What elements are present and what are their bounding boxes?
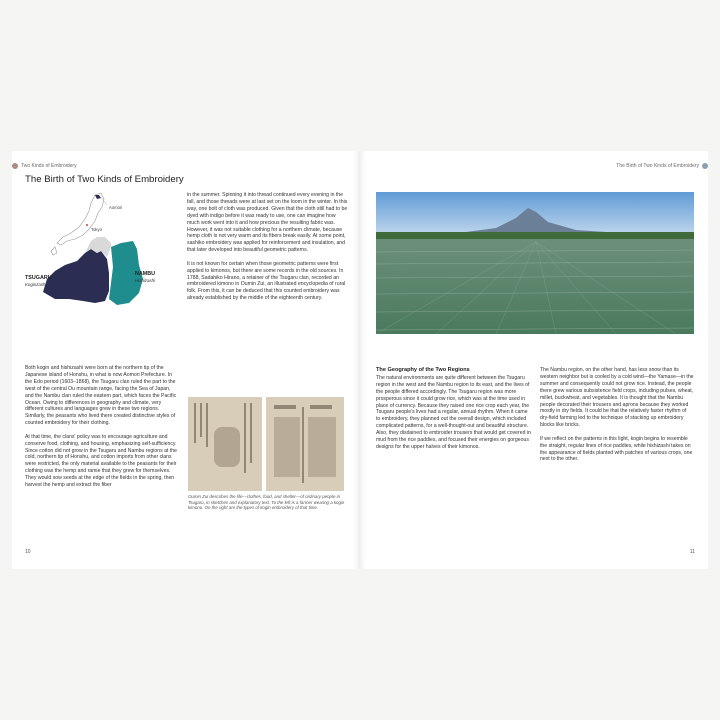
- left-page: [12, 151, 360, 569]
- left-column-1: [25, 365, 180, 496]
- paragraph: It is not known for certain when those geometric patterns were first applied to kimonos, but there are some records in the old sources. In 1788, Sadahiko Hirano, a retainer of the Tsugaru clan, recorded an embroidered kimono in Oumin Zui, an illustrated encyclopedia of rural folk. From this, it can be deduced that this counted embroidery was already established by the middle of the eighteenth century.: [187, 260, 346, 302]
- chapter-badge-icon: [702, 163, 708, 169]
- running-head-left: [12, 163, 77, 169]
- kyushu-outline: [51, 247, 57, 255]
- right-column-2: [540, 367, 696, 470]
- map-label-nambu: NAMBU: [135, 271, 156, 277]
- chapter-title: The Birth of Two Kinds of Embroidery: [25, 174, 184, 185]
- oumin-zui-patterns-image: [266, 397, 344, 491]
- aomori-leader-line: [101, 197, 107, 205]
- paragraph: in the summer. Spinning it into thread continued every evening in the fall, and those threads were at last set on the loom in the winter. In this way, one bolt of cloth was produced. Given that the cloth still had to be dyed with indigo before it was ready to use, one can imagine how much work went into it and how precious the resulting fabric was. However, it was not suitable clothing for a northern climate, because hemp cloth is not very warm and its fibers break easily. At some point, sashiko embroidery was applied for reinforcement and insulation, and that later developed into beautiful geometric patterns.: [187, 192, 348, 254]
- map-label-aomori: Aomori: [109, 205, 123, 210]
- page-number-right: 11: [689, 549, 695, 555]
- map-label-tsugaru: TSUGARU: [25, 275, 52, 281]
- map-label-tokyo: Tokyo: [91, 227, 102, 232]
- running-head-text: Two Kinds of Embroidery: [21, 163, 77, 169]
- figure-caption: Oumin Zui describes the life—clothes, food, and shelter—of ordinary people in Tsugaru, in sketches and explanatory text. To the left is a farmer wearing a kogin kimono. On the right are the types of kogin embroidery of that time.: [188, 494, 345, 511]
- running-head-text: The Birth of Two Kinds of Embroidery: [616, 163, 699, 169]
- paragraph: The natural environments are quite different between the Tsugaru region in the west and the Nambu region to its east, and the lives of the people differed accordingly. The Tsugaru region was more prosperous since it could grow rice, which was at the time used in place of currency. Because they raised one rice crop each year, the Tsugaru people's lives had a regular, annual rhythm. When it came to embroidery, they planned out the overall design, which included complicated patterns, for a well-thought-out and beautiful structure. Also, they disdained to embroider trousers that would get covered in mud from the rice paddies, and focused their energies on gorgeous designs for the upper halves of their kimonos.: [376, 374, 531, 450]
- photo-graphic: [376, 192, 694, 334]
- paragraph: Both kogin and hishizashi were born at the northern tip of the Japanese island of Honshu, in what is now Aomori Prefecture. In the Edo period (1603–1868), the Tsugaru clan ruled the part to the west of the central Ou mountain range, facing the Sea of Japan, and the Nambu clan ruled the eastern part, which faces the Pacific Ocean. Owing to differences in geography and climate, very different cultures and languages grew in these two regions. Similarly, the peasants who lived there created distinctive styles of counted embroidery for their clothing.: [25, 365, 177, 427]
- paragraph: If we reflect on the patterns in this light, kogin begins to resemble the straight, regular lines of rice paddies, while hishizashi takes on the appearance of fields planted with patches of various crops, one next to the other.: [540, 435, 693, 463]
- oumin-zui-farmer-image: [188, 397, 262, 491]
- right-column-1: [376, 367, 533, 457]
- map-label-tsugaru-sub: Koginzashi: [25, 282, 47, 287]
- paragraph: The Nambu region, on the other hand, has less snow than its western neighbor but is cooled by a cold wind—the Yamase—in the summer and consequently could not grow rice. Instead, the people there grew various subsistence field crops, including pulses, wheat, millet, buckwheat, and vegetables. It is thought that the Nambu people decorated their trousers and aprons because they worked mostly in dry fields. It could be that the relatively faster rhythm of dry-field farming led to the technique of stacking up embroidery blocks like bricks.: [540, 367, 694, 429]
- paragraph: At that time, the clans' policy was to encourage agriculture and conserve food, clothing, and housing, emphasizing self-sufficiency. Since cotton did not grow in the Tsugaru and Nambu regions at the cold, northern tip of Honshu, and cotton imports from other clans were restricted, the only material available to the peasants for their clothing was the hemp and ramie that they grew for themselves. They would sow seeds at the edge of the fields in the spring, then harvest the hemp and extract the fiber: [25, 433, 177, 489]
- left-column-2: [187, 192, 349, 309]
- tsugaru-region-shape: [43, 249, 109, 303]
- tokyo-dot: [86, 224, 88, 226]
- rice-paddy-photo: [376, 192, 694, 334]
- running-head-right: [616, 163, 708, 169]
- map-label-nambu-sub: Hishizashi: [135, 278, 156, 283]
- region-map: [25, 187, 155, 312]
- right-page: [360, 151, 708, 569]
- japan-map-graphic: [25, 187, 155, 312]
- aomori-marker: [95, 195, 101, 199]
- chapter-badge-icon: [12, 163, 18, 169]
- section-heading: The Geography of the Two Regions: [376, 367, 470, 373]
- page-number-left: 10: [25, 549, 31, 555]
